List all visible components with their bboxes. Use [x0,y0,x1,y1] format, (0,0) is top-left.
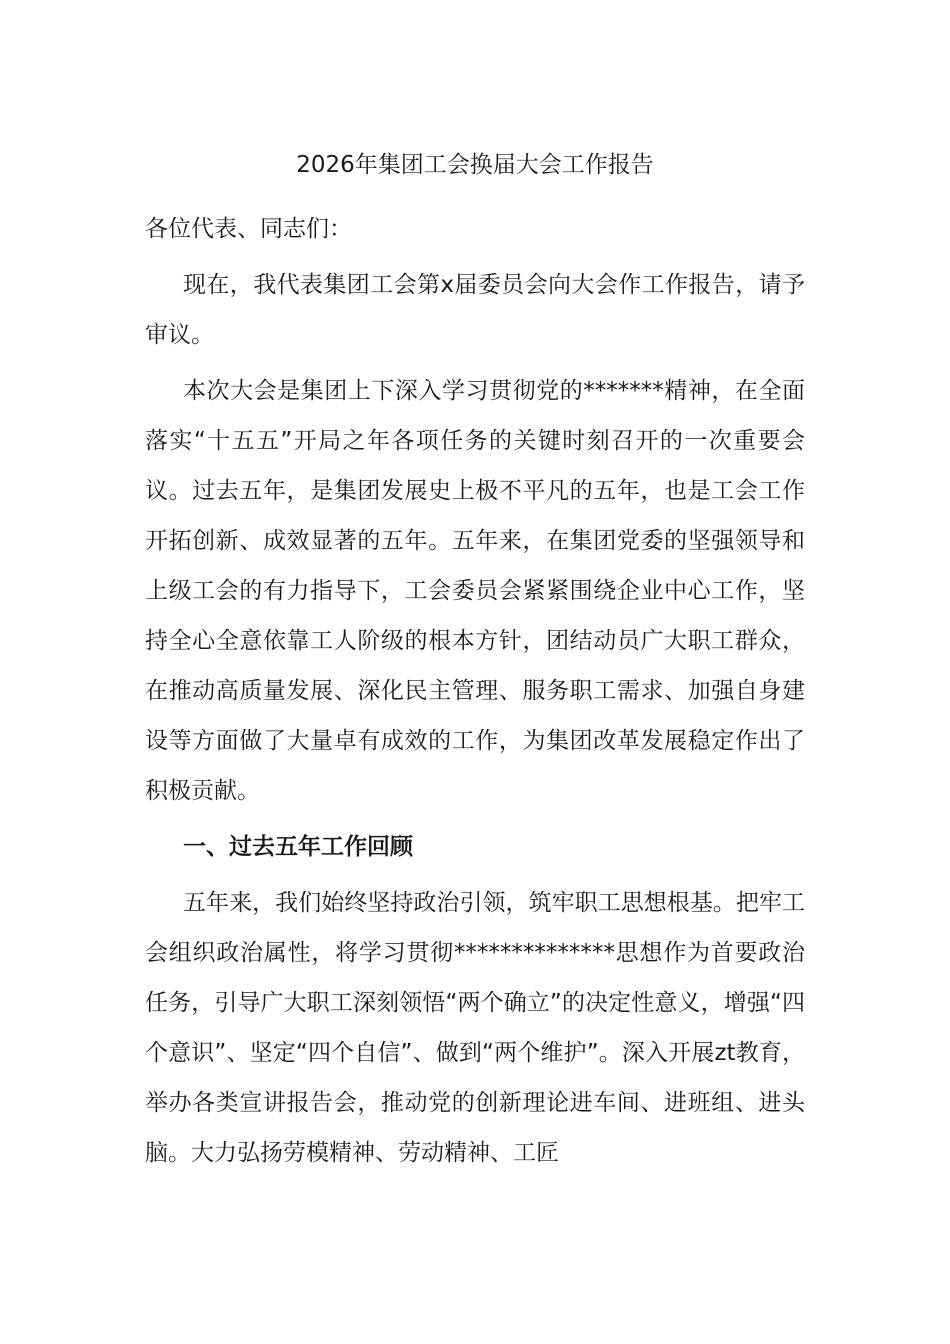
salutation: 各位代表、同志们： [145,216,352,242]
paragraph-intro: 现在，我代表集团工会第x届委员会向大会作工作报告，请予审议。 [145,272,805,348]
paragraph-section-one: 五年来，我们始终坚持政治引领，筑牢职工思想根基。把牢工会组织政治属性，将学习贯彻**************思想作为首要政治任务，引导广大职工深刻领悟“两个确立”的决定性意义，增强“四个意识”、坚定“四个自信”、做到“两个维护”。深入开展zt教育，举办各类宣讲报告会，推动党的创新理论进车间、进班组、进头脑。大力弘扬劳模精神、劳动精神、工匠 [145,890,805,1166]
document-title: 2026年集团工会换届大会工作报告 [296,152,654,178]
document-body [145,204,805,1178]
section-heading: 一、过去五年工作回顾 [183,834,413,860]
paragraph-overview: 本次大会是集团上下深入学习贯彻党的*******精神，在全面落实“十五五”开局之年各项任务的关键时刻召开的一次重要会议。过去五年，是集团发展史上极不平凡的五年，也是工会工作开拓创新、成效显著的五年。五年来，在集团党委的坚强领导和上级工会的有力指导下，工会委员会紧紧围绕企业中心工作，坚持全心全意依靠工人阶级的根本方针，团结动员广大职工群众，在推动高质量发展、深化民主管理、服务职工需求、加强自身建设等方面做了大量卓有成效的工作，为集团改革发展稳定作出了积极贡献。 [145,378,805,804]
